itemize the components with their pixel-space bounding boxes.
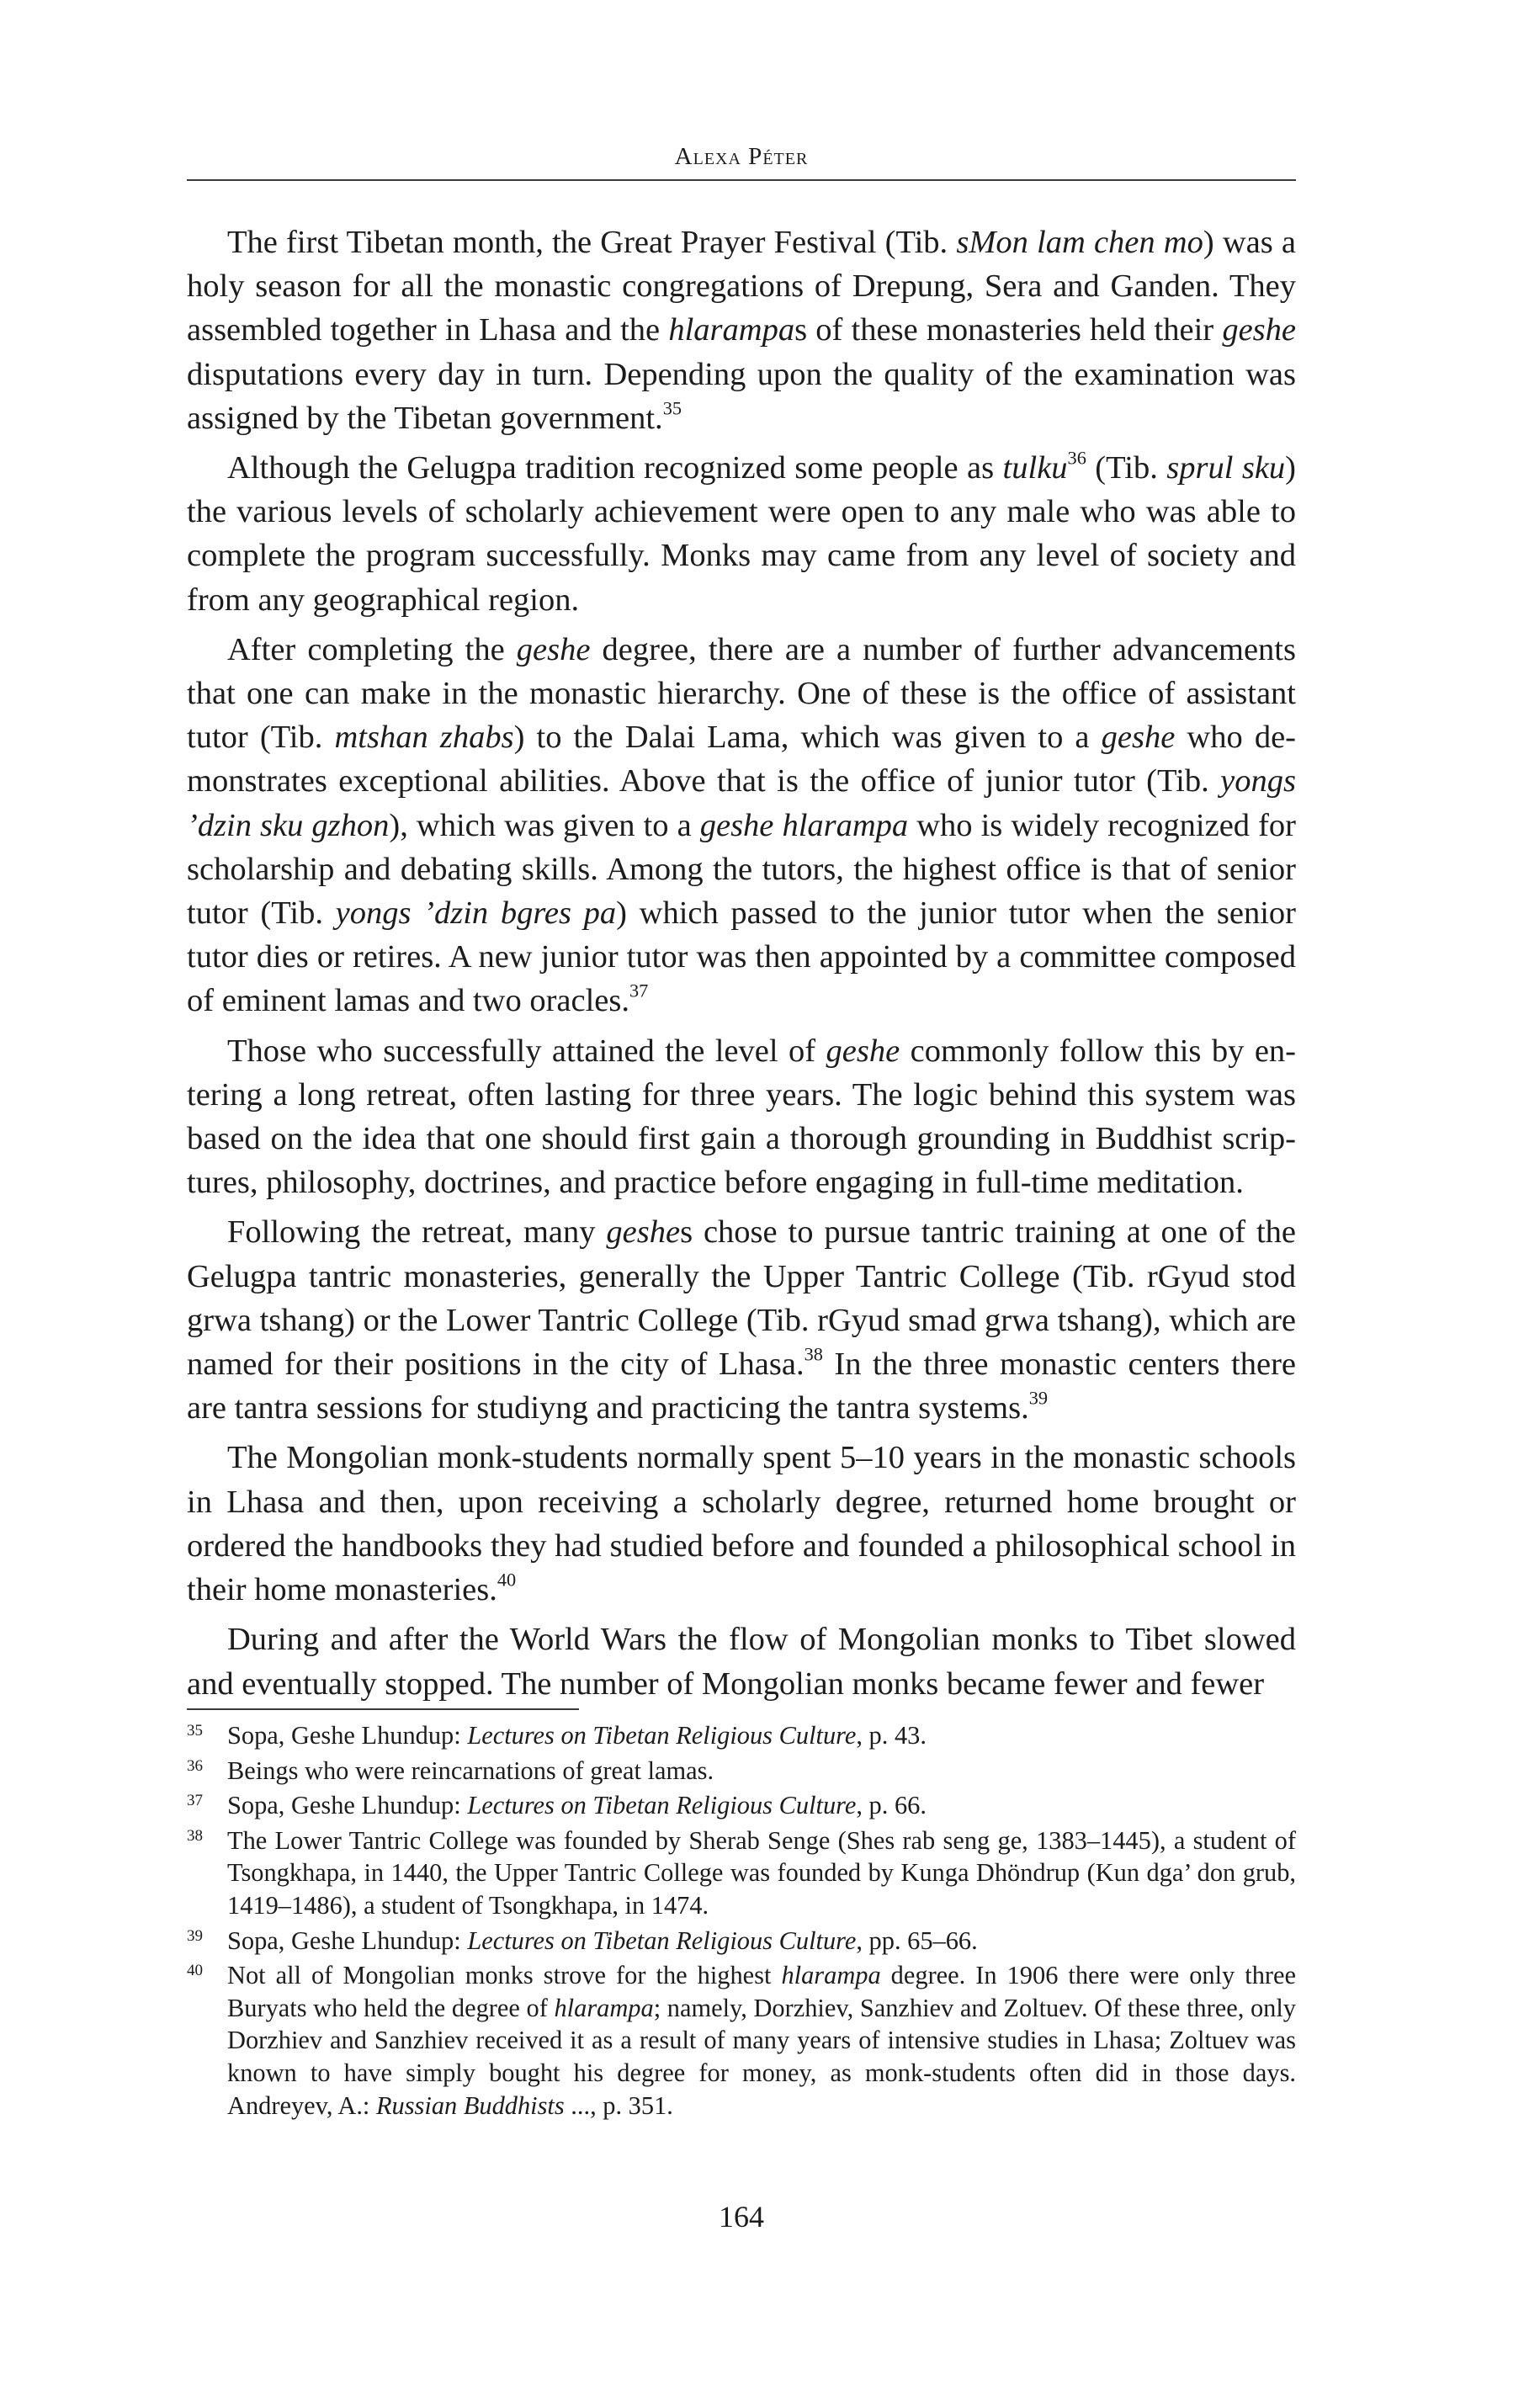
italic-text: geshe	[516, 631, 591, 667]
text-run: During and after the World Wars the flow of Mongolian monks to Tibet slowed and eventually stopped. The number of Mongolian monks became fewer and fewer	[187, 1622, 1296, 1702]
italic-text: hlarampa	[554, 1993, 654, 2022]
footnote-number: 37	[187, 1792, 203, 1810]
text-run: The first Tibetan month, the Great Prayer Festival (Tib.	[227, 225, 957, 260]
footnote-reference: 39	[1028, 1387, 1049, 1409]
italic-text: sprul sku	[1166, 450, 1286, 486]
text-run: ) to the Dalai Lama, which was given to a	[513, 720, 1102, 756]
body-paragraph	[187, 220, 1296, 440]
footnote-reference: 40	[497, 1569, 517, 1591]
footnote-number: 35	[187, 1722, 203, 1740]
italic-text: hlarampa	[781, 1961, 881, 1990]
footnote	[187, 1925, 1296, 1957]
footnotes	[187, 1719, 1296, 2124]
text-run: Sopa, Geshe Lhundup:	[227, 1926, 468, 1955]
italic-text: hlarampa	[668, 312, 795, 348]
body-paragraph	[187, 1436, 1296, 1612]
text-run: After completing the	[227, 631, 517, 667]
italic-text: yongs ’dzin bgres pa	[335, 895, 617, 932]
footnote-number: 39	[187, 1926, 203, 1945]
footnote	[187, 1825, 1296, 1922]
footnote	[187, 1959, 1296, 2122]
running-head: Alexa Péter	[674, 143, 809, 170]
footnote-number: 36	[187, 1756, 203, 1775]
text-run: Not all of Mongolian monks strove for the highest	[227, 1961, 782, 1990]
text-run: Sopa, Geshe Lhundup:	[227, 1721, 468, 1750]
footnote-reference: 35	[662, 397, 682, 419]
footnote	[187, 1789, 1296, 1822]
header-rule	[187, 179, 1296, 181]
text-run: , p. 43.	[856, 1721, 927, 1750]
body-paragraph	[187, 446, 1296, 622]
text-run: Beings who were reincarnations of great lamas.	[227, 1756, 714, 1785]
italic-text: tulku	[1002, 450, 1068, 486]
text-run: Following the retreat, many	[227, 1214, 607, 1251]
text-run: s of these monasteries held their	[794, 312, 1223, 348]
italic-text: Lectures on Tibetan Religious Culture	[467, 1926, 857, 1955]
italic-text: geshe hlarampa	[699, 807, 909, 843]
footnote-number: 38	[187, 1826, 203, 1845]
text-run: Sopa, Geshe Lhundup:	[227, 1791, 468, 1820]
footnote-reference: 36	[1067, 447, 1086, 469]
footnote	[187, 1719, 1296, 1752]
footnote-number: 40	[187, 1962, 203, 1980]
italic-text: yongs ’dzin sku gzhon	[187, 763, 1296, 843]
text-run: , p. 66.	[856, 1791, 927, 1820]
italic-text: geshe	[606, 1214, 681, 1251]
italic-text: geshe	[1222, 312, 1296, 348]
text-run: degree. In 1906 there were only three Buryats who held the degree of	[227, 1961, 1296, 2022]
italic-text: Lectures on Tibetan Religious Culture	[467, 1721, 857, 1750]
footnote	[187, 1755, 1296, 1787]
text-run: In the three monastic centers there are tantra sessions for studiyng and practicing the tantra systems.	[187, 1347, 1296, 1426]
text-run: disputations every day in turn. Depending upon the quality of the examination was assigned by the Tibetan government.	[187, 356, 1296, 436]
footnote-reference: 38	[804, 1343, 823, 1365]
body-paragraph	[187, 628, 1296, 1023]
text-run: The Mongolian monk-students normally spent 5–10 years in the monastic schools in Lhasa and then, upon receiving a scholarly degree, returned home brought or ordered the handbooks they had studied before and founded a philosophical school in their home monasteries.	[187, 1440, 1296, 1608]
text-run: ..., p. 351.	[564, 2090, 673, 2120]
text-run: who is widely recognized for scholarship and debating skills. Among the tutors, the highest office is that of senior tutor (Tib.	[187, 807, 1296, 932]
text-run: ), which was given to a	[389, 807, 700, 843]
text-run: , pp. 65–66.	[856, 1926, 978, 1955]
text-run: Those who successfully attained the level of	[227, 1033, 826, 1069]
italic-text: Russian Buddhists	[375, 2090, 565, 2120]
text-run: ; namely, Dorzhiev, Sanzhiev and Zoltuev. Of these three, only Dorzhiev and Sanzhiev received it as a result of many years of intensive studies in Lhasa; Zoltuev was known to have simply bought his degree for money, as monk-students often did in those days. Andreyev, A.:	[227, 1993, 1296, 2120]
text-run: ) was a holy season for all the monastic congregations of Drepung, Sera and Ganden. They assembled together in Lhasa and the	[187, 225, 1296, 348]
text-run: s chose to pursue tantric training at one of the Gelugpa tantric monasteries, generally the Upper Tantric College (Tib. rGyud stod grwa tshang) or the Lower Tantric College (Tib. rGyud smad grwa tshang), which are named for their positions in the city of Lhasa.	[187, 1214, 1296, 1383]
text-run: ) which passed to the junior tutor when the senior tutor dies or retires. A new junior tutor was then appointed by a committee composed of eminent lamas and two oracles.	[187, 895, 1296, 1019]
body-paragraph	[187, 1210, 1296, 1430]
page-number: 164	[719, 2200, 764, 2234]
italic-text: mtshan zhabs	[334, 720, 514, 756]
book-page	[187, 0, 1296, 2385]
italic-text: Lectures on Tibetan Religious Culture	[467, 1791, 857, 1820]
main-text	[187, 220, 1296, 1712]
text-run: Although the Gelugpa tradition recognized some people as	[227, 450, 1003, 486]
text-run: The Lower Tantric College was founded by Sherab Senge (Shes rab seng ge, 1383–1445), a student of Tsongkhapa, in 1440, the Upper Tantric College was founded by Kunga Dhöndrup (Kun dga’ don grub, 1419–1486), a student of Tsongkhapa, in 1474.	[227, 1825, 1296, 1920]
italic-text: geshe	[1101, 720, 1176, 756]
body-paragraph	[187, 1617, 1296, 1705]
text-run: commonly follow this by entering a long retreat, often lasting for three years. The logic behind this system was based on the idea that one should first gain a thorough grounding in Buddhist scriptures, philosophy, doctrines, and practice before engaging in full-time meditation.	[187, 1033, 1296, 1201]
body-paragraph	[187, 1029, 1296, 1205]
text-run: (Tib.	[1086, 450, 1167, 486]
italic-text: sMon lam chen mo	[956, 225, 1203, 260]
footnote-reference: 37	[629, 980, 649, 1001]
italic-text: geshe	[826, 1033, 900, 1069]
footnote-separator-rule	[187, 1708, 579, 1710]
text-run: who demonstrates exceptional abilities. Above that is the office of junior tutor (Tib.	[187, 720, 1296, 799]
text-run: ) the various levels of scholarly achievement were open to any male who was able to complete the program successfully. Monks may came from any level of society and from any geographical region.	[187, 450, 1296, 618]
text-run: degree, there are a number of further advancements that one can make in the monastic hierarchy. One of these is the office of assistant tutor (Tib.	[187, 631, 1296, 756]
